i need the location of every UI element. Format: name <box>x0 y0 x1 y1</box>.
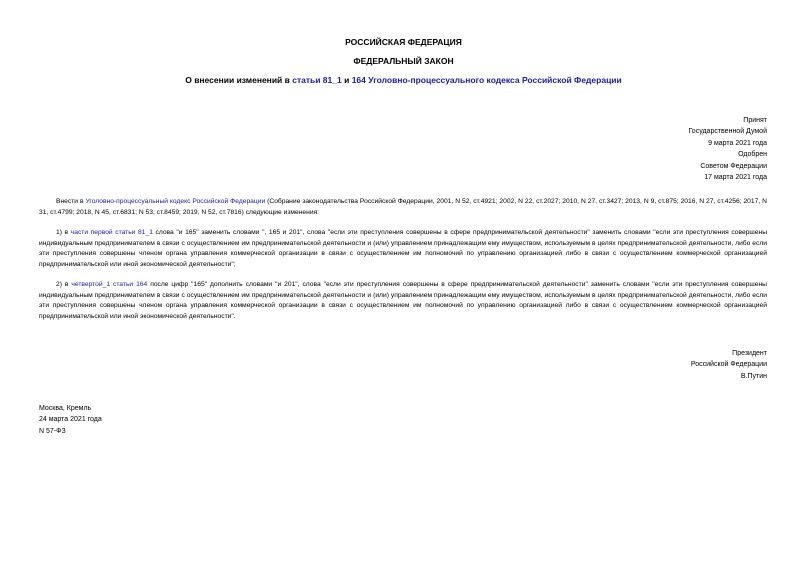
signature-line: Российской Федерации <box>690 361 767 369</box>
item-2-suffix: после цифр "165" дополнить словами "и 201", слова "если эти преступления совершены в сфере предпринимательской деятельности" заменить словами "если эти преступления совершены индивидуальным предпринимателем в связи с осуществлением им предпринимательской деятельности и (или) управлением принадлежащим ему имуществом, используемым в целях предпринимательской деятельности, либо если эти преступления совершены членом органа управления коммерческой организации в связи с осуществлением им полномочий по управлению организацией либо в связи с осуществлением коммерческой организацией предпринимательской или иной экономической деятельности". <box>39 281 767 320</box>
item-2-paragraph <box>39 280 767 322</box>
intro-suffix: (Собрание законодательства Российской Федерации, 2001, N 52, ст.4921; 2002, N 22, ст.2027; 2010, N 27, ст.3427; 2013, N 9, ст.875; 2016, N 27, ст.4256; 2017, N 31, ст.4799; 2018, N 45, ст.6831; N 53, ст.8459; 2019, N 52, ст.7816) следующие изменения: <box>39 198 767 216</box>
link-part-first-81-1[interactable]: части первой статьи 81_1 <box>70 229 153 236</box>
item-2-prefix: 2) в <box>56 281 72 288</box>
item-1-prefix: 1) в <box>56 229 71 236</box>
intro-prefix: Внести в <box>56 198 86 205</box>
approval-line: Государственной Думой <box>688 128 767 136</box>
approval-line: 17 марта 2021 года <box>704 174 767 182</box>
intro-paragraph <box>39 197 767 218</box>
item-1-suffix: слова "и 165" заменить словами ", 165 и 201", слова "если эти преступления совершены в сфере предпринимательской деятельности" заменить словами "если эти преступления совершены индивидуальным предпринимателем в связи с осуществлением им предпринимательской деятельности и (или) управлением принадлежащим ему имуществом, используемым в целях предпринимательской деятельности, либо если эти преступления совершены членом органа управления коммерческой организации в связи с осуществлением им полномочий по управлению организацией либо в связи с осуществлением коммерческой организацией предпринимательской или иной экономической деятельности"; <box>39 229 767 268</box>
footer-block <box>39 403 102 437</box>
item-1-paragraph <box>39 228 767 270</box>
signature-line: Президент <box>732 350 767 357</box>
approval-line: Принят <box>743 117 767 124</box>
approval-line: Советом Федерации <box>700 162 767 170</box>
signature-block <box>691 348 767 382</box>
footer-line: 24 марта 2021 года <box>39 416 102 424</box>
link-code-intro[interactable]: Уголовно-процессуальный кодекс Российской Федерации <box>85 198 266 205</box>
approval-line: Одобрен <box>738 151 767 159</box>
link-part-fourth-1-164[interactable]: четвертой_1 статьи 164 <box>71 281 148 288</box>
footer-line: N 57-ФЗ <box>39 427 66 435</box>
law-title <box>0 75 807 85</box>
title-prefix: О внесении изменений в <box>185 75 293 85</box>
link-article-81-1[interactable]: статьи 81_1 <box>292 75 342 85</box>
link-code[interactable]: Уголовно-процессуального кодекса Российской Федерации <box>365 75 622 85</box>
doc-type-heading: ФЕДЕРАЛЬНЫЙ ЗАКОН <box>353 56 454 66</box>
approval-block <box>688 115 767 183</box>
approval-line: 9 марта 2021 года <box>708 139 767 147</box>
signature-line: В.Путин <box>740 372 767 380</box>
title-mid: и <box>341 75 352 85</box>
footer-line: Москва, Кремль <box>39 405 92 412</box>
link-article-164[interactable]: 164 <box>351 75 366 85</box>
country-heading: РОССИЙСКАЯ ФЕДЕРАЦИЯ <box>345 37 462 47</box>
